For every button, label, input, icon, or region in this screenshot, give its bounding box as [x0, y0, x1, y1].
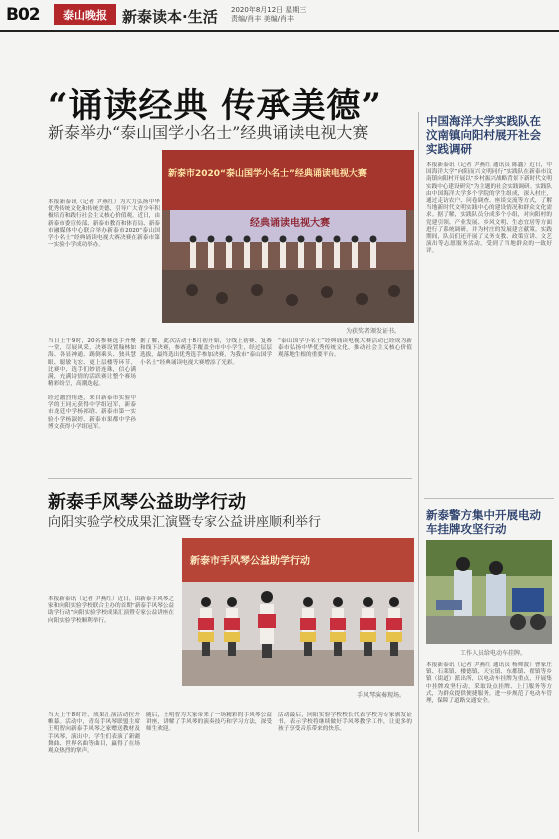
photo-banner-2: 新泰市手风琴公益助学行动 — [190, 556, 310, 567]
divider — [48, 478, 412, 479]
article1-body-col3: “泰山国学小名士”经典诵读电视大赛活动已经成为新泰市弘扬中华优秀传统文化、推动社会主义核心价值观落地生根的重要平台。 — [278, 338, 412, 359]
article2-lead: 本报新泰讯（记者 尹燕红）近日，由新泰手风琴之家和向阳实验学校联合主办的首期“新泰手风琴公益助学行动”向阳实验学校成果汇演暨专家公益讲座在向阳实验学校顺利举行。 — [48, 596, 174, 624]
photo-caption-2: 手风琴演奏现场。 — [357, 692, 406, 699]
article2-body-col3: 活动最后，向阳实验学校校长代表学校为专家颁发证书，表示学校将继续做好手风琴教学工作，让更多的孩子享受音乐带来的快乐。 — [278, 712, 412, 733]
page-number: B02 — [6, 5, 40, 25]
issue-date: 2020年8月12日 星期三 — [231, 6, 307, 14]
photo-accordion-performance — [182, 538, 414, 686]
article2-body-col2: 随后，王明智为大家带来了一场精彩的手风琴公益讲座，讲解了手风琴的演奏技巧和学习方法，深受师生欢迎。 — [146, 712, 272, 733]
side-headline-2: 新泰警方集中开展电动车挂牌攻坚行动 — [426, 508, 541, 536]
side-article-1-body: 本报新泰讯（记者 尹燕红 通讯员 陈鑫）近日，中国海洋大学“向阳而兴文明同行”实践队在新泰市汶南镇向阳村开展以“乡村振兴战略背景下新时代文明实践中心建设研究”为主题的社会实践调研。实践队由中国海洋大学多个学院的学生组成，深入村庄，通过走访农户、问卷调查、座谈交流等方式，了解当地新时代文明实践中心的建设情况和群众文化需求。据了解，实践队员分成多个小组，对向阳村的党建引领、产业发展、乡风文明、生态宜居等方面进行了系统调研，并为村庄的发展建言献策。实践期间，队员们还开展了义务支教、政策宣讲、文艺演出等志愿服务活动，受到了当地群众的一致好评。 — [426, 162, 552, 255]
photo-caption-3: 工作人员给电动车挂牌。 — [460, 650, 527, 657]
article1-body-col1: 当日上午9时，20名参赛选手齐聚一堂，尽展风采，决赛设置翰林如海、各显神通、踢倒乘头、独具慧眼、聪敏飞宏、更上层楼等环节，比赛中，选手们妙语连珠，信心满满，充满诗情的活跃赛让整个赛场精彩纷呈，高潮迭起。 — [48, 338, 136, 388]
photo-stage-board: 经典诵读电视大赛 — [250, 218, 330, 229]
photo-caption-1: 为获奖者颁发证书。 — [346, 328, 401, 335]
side-divider — [424, 498, 554, 499]
article1-body-col1b: 经过激烈角逐，来自新泰市实验中学的王同元获得中学组冠军，新泰市龙廷中学杨祁晗、新泰市第一实验小学杨淑婷、新泰市果都中学孙博文获得小学组冠军。 — [48, 395, 136, 430]
headline-2: 新泰手风琴公益助学行动 — [48, 492, 246, 513]
photo-banner-1: 新泰市2020“泰山国学小名士”经典诵读电视大赛 — [168, 169, 367, 179]
side-article-2-body: 本报新泰讯（记者 尹燕红 通讯员 杨帅波）曹家庄镇、石莱镇、楼德镇、天宝镇、东都镇、翟镇等乡镇（街道）派出所，以电动车挂牌为重点，开展集中挂牌攻坚行动，采取设点挂牌、上门服务等方式，为群众提供便捷服务，进一步规范了电动车管理，保障了道路交通安全。 — [426, 662, 552, 705]
subheadline-1: 新泰举办“泰山国学小名士”经典诵读电视大赛 — [48, 123, 369, 142]
editor-credits: 责编/肖丰 美编/肖丰 — [231, 15, 294, 23]
masthead — [0, 0, 559, 32]
ebike-plate-image — [426, 540, 552, 644]
side-headline-1: 中国海洋大学实践队在汶南镇向阳村展开社会实践调研 — [426, 114, 541, 156]
photo-ebike-plates — [426, 540, 552, 644]
newspaper-logo: 泰山晚报 — [54, 4, 116, 25]
article1-body-col2: 据了解，此次活动于8月初开始，分线上初赛、复赛和线下决赛，参赛选手覆盖全市中小学生，经过层层选拔，最终选出优秀选手参加决赛，为我市“泰山国学小名士”经典诵读电视大赛增添了光彩。 — [140, 338, 272, 366]
headline-1: “诵读经典 传承美德” — [48, 86, 382, 126]
column-divider — [418, 112, 419, 832]
article1-lead: 本报新泰讯（记者 尹燕红）为大力弘扬中华优秀传统文化和传统美德，引导广大青少年积极培育和践行社会主义核心价值观。近日，由新泰市委宣传部、新泰市教育和体育局、新泰市融媒体中心联合举办新泰市2020“泰山国学小名士”经典诵读电视大赛决赛在新泰市第一实验小学成功举办。 — [48, 199, 160, 249]
subheadline-2: 向阳实验学校成果汇演暨专家公益讲座顺利举行 — [48, 515, 322, 530]
photo-award-ceremony — [162, 150, 414, 323]
article2-body-col1: 当天上午8时许，成果汇演活动拉开帷幕。活动中，青岛手风琴联盟主席王明智向新泰手风琴之家赠送教材及手风琴，演出中，学生们表演了新疆舞曲、世界名曲等曲目，赢得了在场观众热烈的掌声。 — [48, 712, 140, 755]
section-title: 新泰读本·生活 — [122, 8, 218, 26]
